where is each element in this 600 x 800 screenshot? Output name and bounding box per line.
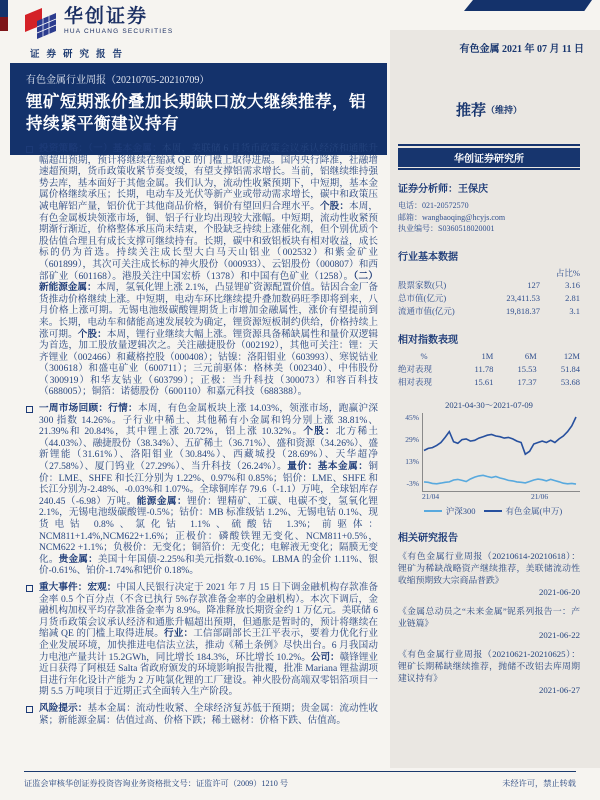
brand-logo [24, 6, 173, 44]
chart-x-axis [422, 492, 580, 503]
bullet-square-icon [26, 706, 33, 713]
list-item [398, 550, 580, 599]
cell-label: 相对表现 [398, 376, 433, 387]
footer [24, 778, 576, 789]
cell-label: 总市值(亿元) [398, 292, 447, 303]
section-paragraph: 一周市场回顾：行情：本周，有色金属板块上涨 14.03%，领涨市场，跑赢沪深 300 指数 14.26%。子行业中稀土、其他稀有小金属和钨分别上涨 38.81%、21.39%和 20.84%，其中锂上涨 20.72%，铝上涨 10.32%。个股：北方稀土（44.03%）、融捷股份（38.34%）、五矿稀土（36.71%）、盛和资源（34.26%）、盛新锂能（31.61%）、洛阳钼业（30.84%）、西藏城投（28.69%）、天华超净（27.58%）、厦门钨业（27.29%）、当升科技（26.24%）。量价：基本金属：铜价：LME、SHFE 和长江分别为 1.22%、0.97%和 0.85%；铝价：LME、SHFE 和长江分别为-2.48%、-0.03%和 1.07%。全球铜库存 79.6（-1.1）万吨，全球铝库存 240.45（-6.98）万吨。能源金属：锂价：锂精矿、工碳、电碳不变，氢氧化锂 2.1%，无锡电池级碳酸锂-0.5%；钴价：MB 标准级钴 1.2%、无锡电钴 0.1%、现货电钴 0.8%、氯化钴 1.1%、硫酸钴 1.3%；前驱体：NCM811+1.4%,NCM622+1.6%；正极价：磷酸铁锂无变化、NCM811+0.5%，NCM622 +1.1%；负极价：无变化；铜箔价：无变化；电解液无变化；隔膜无变化。贵金属：美国十年国债-2.25%和美元指数-0.16%。LBMA 的金价 1.11%、银价-0.61%、铂价-1.74%和钯价 0.18%。 [39, 403, 378, 577]
list-item [398, 605, 580, 642]
cell-value: 17.37 [517, 376, 537, 387]
chart-canvas [422, 413, 580, 492]
rating-status: （维持） [486, 104, 523, 115]
related-reports-title: 相关研究报告 [398, 532, 458, 544]
cell-pct: 3.1 [569, 305, 580, 316]
bullet-square-icon [26, 146, 33, 153]
footer-license-text: 证监会审核华创证券投资咨询业务资格批文号：证监许可（2009）1210 号 [24, 779, 289, 788]
section-paragraph: 风险提示：基本金属：流动性收紧、全球经济复苏低于预期；贵金属：流动性收紧；新能源金属：估值过高、价格下跌；稀土磁材：价格下跌、估值高。 [39, 702, 378, 726]
brand-name-en: HUA CHUANG SECURITIES [64, 28, 174, 35]
brand-text [64, 6, 173, 35]
footer-divider [24, 771, 576, 772]
cell-value: 11.78 [474, 363, 494, 374]
col-header: 1M [481, 350, 494, 361]
institute-name: 华创证券研究所 [398, 148, 580, 167]
analyst-details [398, 200, 580, 235]
y-tick: 13% [405, 457, 419, 467]
analyst-phone: 电话：021-20572570 [398, 201, 469, 210]
table-row [398, 279, 580, 292]
chart-legend [398, 505, 580, 517]
cell-value: 51.84 [560, 363, 580, 374]
report-title: 锂矿短期涨价叠加长期缺口放大继续推荐，铝持续紧平衡建议持有 [26, 92, 366, 133]
analyst-name: 证券分析师：王保庆 [398, 184, 488, 195]
legend-line-swatch [424, 510, 442, 512]
report-body [26, 143, 378, 767]
legend-line-swatch [484, 510, 502, 512]
cell-value: 127 [527, 279, 540, 290]
corner-ribbon [464, 0, 592, 11]
legend-label: 沪深300 [445, 505, 476, 516]
cell-value: 23,411.53 [506, 292, 540, 303]
x-tick: 21/06 [531, 491, 549, 501]
table-row [398, 292, 580, 305]
section-investment-strategy [26, 143, 378, 398]
col-header: 12M [563, 350, 580, 361]
cell-value: 53.68 [560, 376, 580, 387]
list-item [398, 648, 580, 697]
report-item-title: 《有色金属行业周报（20210614-20210618）：锂矿为稀缺战略资产继续推荐，美联储流动性收缩预期致大宗商品普跌》 [398, 550, 580, 585]
report-item-date: 2021-06-27 [538, 684, 580, 695]
relative-index-table [398, 350, 580, 389]
section-paragraph: 重大事件：宏观：中国人民银行决定于 2021 年 7 月 15 日下调金融机构存款准备金率 0.5 个百分点（不含已执行 5%存款准备金率的金融机构）。本次下调后，金融机构加权平均存款准备金率为 8.9%。降准释放长期资金约 1 万亿元。美联储 6 月货币政策会议承认经济和通胀升幅超出预期，但通胀是暂时的，预计将继续在缩减 QE 的门槛上取得进展。行业：工信部副部长王江平表示，要着力优化行业企业发展环境，加快推进电信法立法，推动《稀土条例》尽快出台。6 月我国动力电池产量共计 15.2GWh，同比增长 184.3%，环比增长 10.2%。公司：赣锋锂业近日获得了阿根廷 Salta 省政府颁发的环境影响报告批覆，批准 Mariana 锂盐湖项目进行年化设计产能为 2 万吨氯化锂的工厂建设。神火股份高端双零铝箔项目一期 5.5 万吨项目于近期正式全面转入生产阶段。 [39, 581, 378, 698]
cell-label: 股票家数(只) [398, 279, 447, 290]
cell-value: 15.61 [474, 376, 494, 387]
industry-data-table [398, 279, 580, 318]
rating-label: 推荐 [455, 102, 486, 119]
related-reports [398, 529, 580, 697]
section-major-events [26, 582, 378, 698]
report-item-date: 2021-06-20 [538, 586, 580, 597]
y-tick: 29% [405, 434, 419, 444]
report-type-label: 证券研究报告 [30, 50, 130, 60]
report-item-date: 2021-06-22 [538, 629, 580, 640]
title-banner [10, 63, 387, 155]
cell-pct: 3.16 [565, 279, 580, 290]
section-paragraph: 投资策略：（一）基本金属：本周，美联储 6 月货币政策会议承认经济和通胀升幅超出预期，预计将继续在缩减 QE 的门槛上取得进展。国内央行降准，社融增速超预期，货币政策收紧节奏变缓，有望支撑铝需求增长。当前，铝继续维持强势去库，基本面好于其他金属。我们认为，流动性收紧预期下，中短期，基本金属价格继续承压；长期，电动车及光伏等新产业或带动需求增长，碳中和政策压减电解铝产量，铝价优于其他商品价格，铜价有望回归合理水平。个股：本周，有色金属板块领涨市场，铜、铝子行业均出现较大涨幅。中短期，流动性收紧预期渐行渐近，价格整体承压尚未结束，个股缺乏持续上涨催化剂，但个别优质个股估值合理且有成长支撑可继续持有。长期，碳中和致铝板块有相对收益，成长标的仍为首选。持续关注成长型大白马天山铝业（002532）和紫金矿业（601899），其次可关注成长标的神火股份（000933）、云铝股份（000807）和西部矿业（601168）。港股关注中国宏桥（1378）和中国有色矿业（1258）。（二）新能源金属：本周，氢氧化锂上涨 2.1%，凸显锂矿资源配置价值。钴因合金厂备货推动价格继续上涨。中短期，电动车环比继续提升叠加数码旺季即将到来，八月价格上涨可期。无锡电池级碳酸锂期货上市增加金融属性，涨价有望提前到来。长期，电动车和储能高速发展较为确定，锂资源短板制约供给，价格持续上涨可期。个股：本周，锂行业继续大幅上涨。锂资源具备稀缺属性和量价双逻辑为首选，加工股放量逻辑次之。关注融捷股份（002192），其他可关注：锂：天齐锂业（002466）和藏格控股（000408）；钴镍：洛阳钼业（603993）、寒锐钴业（300618）和盛屯矿业（600711）；三元前驱体：格林美（002340）、中伟股份（300919）和华友钴业（603799）；正极：当升科技（300073）和容百科技（688005）；铜箔：诺德股份（600110）和嘉元科技（688388）。 [39, 143, 378, 398]
col-header: 6M [524, 350, 537, 361]
y-tick: -3% [406, 479, 419, 489]
bullet-square-icon [26, 406, 33, 413]
table-header-row [398, 350, 580, 363]
industry-data-pct-header: 占比% [555, 267, 580, 278]
brand-name-cn: 华创证券 [64, 6, 149, 27]
chart-plot-area [398, 413, 580, 492]
cell-label: 流通市值(亿元) [398, 305, 455, 316]
y-tick: 45% [405, 412, 419, 422]
report-item-title: 《有色金属行业周报（20210621-20210625）：锂矿长期稀缺继续推荐，抛储不改铝去库周期建议持有》 [398, 648, 580, 683]
huachuang-logo-icon [24, 6, 58, 44]
chart-y-axis [398, 413, 422, 489]
legend-label: 有色金属(申万) [505, 505, 563, 516]
industry-date: 有色金属 2021 年 07 月 11 日 [459, 44, 584, 55]
x-tick: 21/04 [422, 491, 440, 501]
cell-label: 绝对表现 [398, 363, 433, 374]
table-row [398, 376, 580, 389]
footer-copyright-text: 未经许可，禁止转载 [502, 779, 576, 788]
bullet-square-icon [26, 585, 33, 592]
section-weekly-market-review [26, 403, 378, 577]
table-row [398, 305, 580, 318]
analyst-license: 执业编号：S0360518020001 [398, 224, 495, 233]
relative-performance-chart [398, 399, 580, 517]
cell-pct: 2.81 [565, 292, 580, 303]
report-series: 有色金属行业周报（20210705-20210709） [26, 75, 210, 86]
report-item-title: 《金属总动员之“未来金属”铌系列报告一：产业链篇》 [398, 605, 580, 628]
industry-data-title: 行业基本数据 [398, 251, 458, 263]
relative-index-title: 相对指数表现 [398, 334, 458, 346]
sidebar [398, 34, 580, 697]
table-row [398, 363, 580, 376]
institute-header [398, 144, 580, 170]
chart-title: 2021-04-30～2021-07-09 [445, 399, 533, 410]
analyst-email: 邮箱：wangbaoqing@hcyjs.com [398, 212, 506, 222]
col-header: % [420, 350, 428, 361]
cell-value: 15.53 [517, 363, 537, 374]
cell-value: 19,818.37 [506, 305, 540, 316]
section-risk-warning [26, 703, 378, 726]
